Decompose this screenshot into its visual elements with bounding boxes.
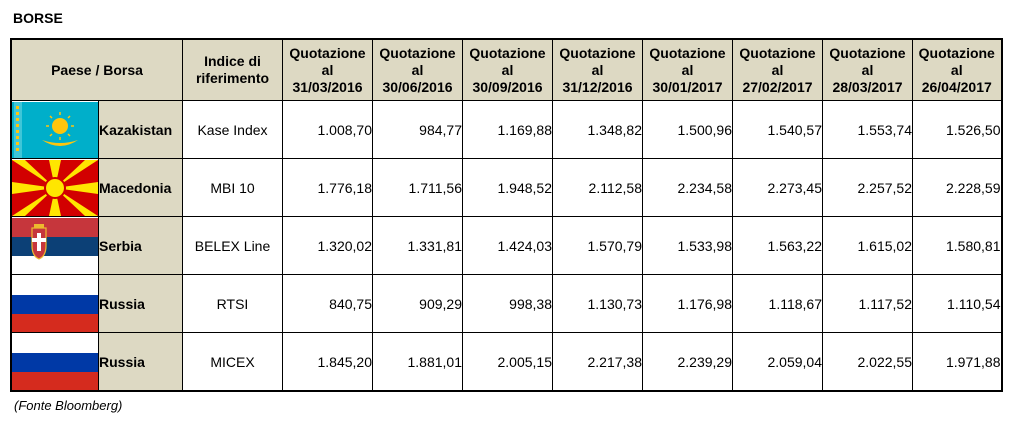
value-cell: 2.228,59 xyxy=(913,159,1002,217)
stock-exchange-table xyxy=(10,38,1003,392)
value-cell: 1.424,03 xyxy=(463,217,553,275)
value-cell: 998,38 xyxy=(463,275,553,333)
header-date-6: Quotazione al 28/03/2017 xyxy=(823,39,913,101)
header-date-3: Quotazione al 31/12/2016 xyxy=(553,39,643,101)
table-row xyxy=(11,159,1002,217)
country-name: Russia xyxy=(99,333,183,392)
value-cell: 1.320,02 xyxy=(283,217,373,275)
value-cell: 1.348,82 xyxy=(553,101,643,159)
value-cell: 1.526,50 xyxy=(913,101,1002,159)
source-note: (Fonte Bloomberg) xyxy=(14,398,123,413)
value-cell: 2.059,04 xyxy=(733,333,823,392)
country-name: Macedonia xyxy=(99,159,183,217)
kazakhstan-flag-icon xyxy=(11,101,99,159)
value-cell: 1.176,98 xyxy=(643,275,733,333)
value-cell: 2.112,58 xyxy=(553,159,643,217)
header-date-7: Quotazione al 26/04/2017 xyxy=(913,39,1002,101)
table-row xyxy=(11,333,1002,392)
index-name: Kase Index xyxy=(183,101,283,159)
value-cell: 1.776,18 xyxy=(283,159,373,217)
value-cell: 1.331,81 xyxy=(373,217,463,275)
table-row xyxy=(11,275,1002,333)
value-cell: 1.540,57 xyxy=(733,101,823,159)
table-row xyxy=(11,217,1002,275)
value-cell: 1.845,20 xyxy=(283,333,373,392)
value-cell: 2.273,45 xyxy=(733,159,823,217)
value-cell: 1.563,22 xyxy=(733,217,823,275)
macedonia-flag-icon xyxy=(11,159,99,217)
header-date-2: Quotazione al 30/09/2016 xyxy=(463,39,553,101)
value-cell: 909,29 xyxy=(373,275,463,333)
header-date-4: Quotazione al 30/01/2017 xyxy=(643,39,733,101)
value-cell: 1.117,52 xyxy=(823,275,913,333)
value-cell: 2.217,38 xyxy=(553,333,643,392)
value-cell: 984,77 xyxy=(373,101,463,159)
value-cell: 1.971,88 xyxy=(913,333,1002,392)
value-cell: 1.169,88 xyxy=(463,101,553,159)
header-row xyxy=(11,39,1002,101)
value-cell: 1.500,96 xyxy=(643,101,733,159)
value-cell: 2.234,58 xyxy=(643,159,733,217)
header-country: Paese / Borsa xyxy=(11,39,183,101)
value-cell: 1.008,70 xyxy=(283,101,373,159)
value-cell: 1.570,79 xyxy=(553,217,643,275)
value-cell: 2.005,15 xyxy=(463,333,553,392)
table-row xyxy=(11,101,1002,159)
value-cell: 2.022,55 xyxy=(823,333,913,392)
country-name: Kazakistan xyxy=(99,101,183,159)
country-name: Serbia xyxy=(99,217,183,275)
index-name: MICEX xyxy=(183,333,283,392)
value-cell: 1.711,56 xyxy=(373,159,463,217)
index-name: MBI 10 xyxy=(183,159,283,217)
value-cell: 1.553,74 xyxy=(823,101,913,159)
russia-flag-icon xyxy=(11,275,99,333)
header-index: Indice di riferimento xyxy=(183,39,283,101)
value-cell: 1.533,98 xyxy=(643,217,733,275)
value-cell: 840,75 xyxy=(283,275,373,333)
value-cell: 1.580,81 xyxy=(913,217,1002,275)
value-cell: 2.257,52 xyxy=(823,159,913,217)
value-cell: 1.615,02 xyxy=(823,217,913,275)
index-name: BELEX Line xyxy=(183,217,283,275)
value-cell: 1.948,52 xyxy=(463,159,553,217)
value-cell: 1.110,54 xyxy=(913,275,1002,333)
value-cell: 1.881,01 xyxy=(373,333,463,392)
russia-flag-icon xyxy=(11,333,99,392)
header-date-0: Quotazione al 31/03/2016 xyxy=(283,39,373,101)
index-name: RTSI xyxy=(183,275,283,333)
value-cell: 1.130,73 xyxy=(553,275,643,333)
header-date-1: Quotazione al 30/06/2016 xyxy=(373,39,463,101)
page-title: BORSE xyxy=(13,10,63,26)
serbia-flag-icon xyxy=(11,217,99,275)
country-name: Russia xyxy=(99,275,183,333)
value-cell: 2.239,29 xyxy=(643,333,733,392)
header-date-5: Quotazione al 27/02/2017 xyxy=(733,39,823,101)
value-cell: 1.118,67 xyxy=(733,275,823,333)
